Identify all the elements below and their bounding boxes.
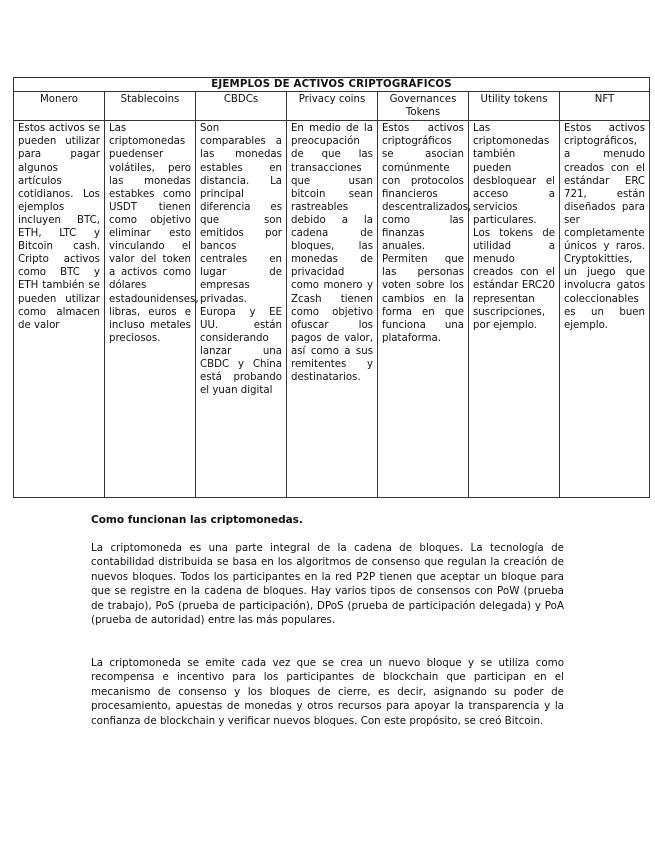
cell-stablecoins: Las criptomonedas puedenser volátiles, pero las monedas estabkes como USDT tienen como objetivo eliminar esto vinculando el valor del token a activos como dólares estadounidenses, libras, euros e incluso metales preciosos. — [105, 121, 196, 498]
paragraph-2: La criptomoneda se emite cada vez que se crea un nuevo bloque y se utiliza como recompensa e incentivo para los participantes de blockchain que participan en el mecanismo de consenso y los bloques de cierre, es decir, asignando su poder de procesamiento, apuestas de monedas y otros recursos para apoyar la transparencia y la confianza de blockchain y verificar nuevos bloques. Con este propósito, se creó Bitcoin. — [91, 657, 564, 727]
column-header-governance-tokens: Governances Tokens — [378, 92, 469, 121]
column-header-privacy-coins: Privacy coins — [287, 92, 378, 121]
cell-nft: Estos activos criptográficos, a menudo creados con el estándar ERC 721, están diseñados para ser completamente únicos y raros. Cryptokitties, un juego que involucra gatos coleccionables es un buen ejemplo. — [560, 121, 650, 498]
column-header-monero: Monero — [14, 92, 105, 121]
column-header-utility-tokens: Utility tokens — [469, 92, 560, 121]
cell-cbdcs: Son comparables a las monedas estables en distancia. La principal diferencia es que son emitidos por bancos centrales en lugar de empresas privadas. Europa y EE UU. están considerando lanzar una CBDC y China está probando el yuan digital — [196, 121, 287, 498]
cell-monero: Estos activos se pueden utilizar para pagar algunos artículos cotidianos. Los ejemplos incluyen BTC, ETH, LTC y Bitcoin cash. Cripto activos como BTC y ETH también se pueden utilizar como almacen de valor — [14, 121, 105, 498]
table-title: EJEMPLOS DE ACTIVOS CRIPTOGRÁFICOS — [14, 78, 650, 92]
cell-privacy-coins: En medio de la preocupación de que las transacciones que usan bitcoin sean rastreables debido a la cadena de bloques, las monedas de privacidad como monero y Zcash tienen como objetivo ofuscar los pagos de valor, así como a sus remitentes y destinatarios. — [287, 121, 378, 498]
cell-utility-tokens: Las criptomonedas también pueden desbloquear el acceso a servicios particulares. Los tokens de utilidad a menudo creados con el estándar ERC20 representan suscripciones, por ejemplo. — [469, 121, 560, 498]
column-header-stablecoins: Stablecoins — [105, 92, 196, 121]
cell-governance-tokens: Estos activos criptográficos se asocian comúnmente con protocolos financieros descentralizados, como las finanzas anuales. Permiten que las personas voten sobre los cambios en la forma en que funciona una plataforma. — [378, 121, 469, 498]
table-title-row — [14, 78, 650, 92]
column-header-nft: NFT — [560, 92, 650, 121]
paragraph-1: La criptomoneda es una parte integral de la cadena de bloques. La tecnología de contabilidad distribuida se basa en los algoritmos de consenso que regulan la creación de nuevos bloques. Todos los participantes en la red P2P tienen que aceptar un bloque para que se registre en la cadena de bloques. Hay varios tipos de consensos con PoW (prueba de trabajo), PoS (prueba de participación), DPoS (prueba de participación delegada) y PoA (prueba de autoridad) entre las más populares. — [91, 542, 564, 627]
table-header-row — [14, 92, 650, 121]
section-heading: Como funcionan las criptomonedas. — [91, 514, 303, 526]
table-row — [14, 121, 650, 498]
crypto-assets-table — [13, 77, 650, 498]
column-header-cbdcs: CBDCs — [196, 92, 287, 121]
